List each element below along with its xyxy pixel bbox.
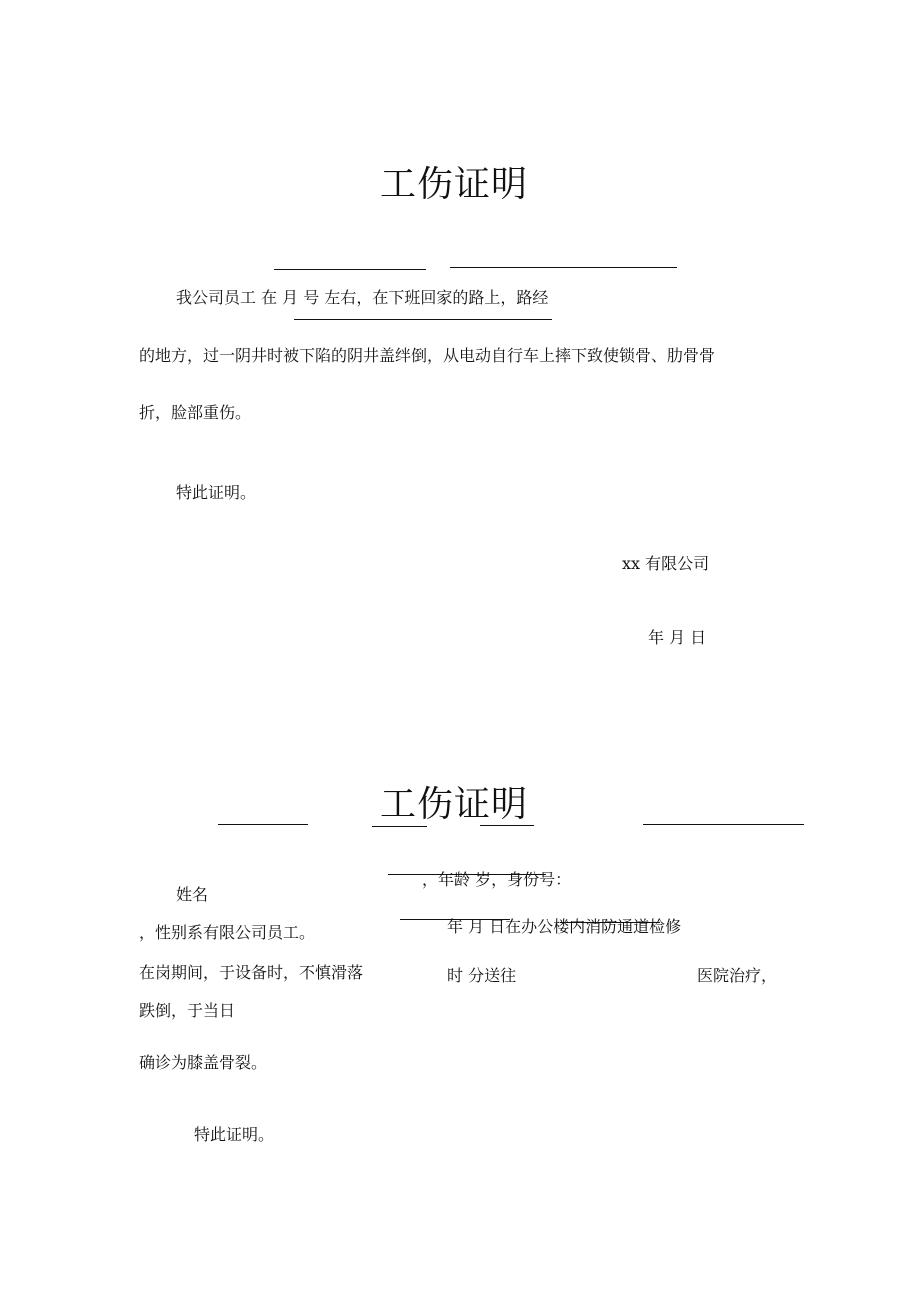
cert2-name-label: 姓名 — [176, 885, 209, 904]
cert1-closing: 特此证明。 — [176, 483, 257, 502]
cert1-date: 年 月 日 — [648, 628, 707, 647]
cert1-title: 工伤证明 — [380, 164, 529, 205]
cert2-hospital: 医院治疗， — [697, 966, 778, 985]
strike-line-location — [560, 922, 660, 923]
blank-line-2 — [372, 826, 427, 827]
cert1-company: xx 有限公司 — [622, 554, 710, 573]
blank-line-name — [274, 269, 426, 270]
cert2-diagnosis: 确诊为膝盖骨裂。 — [139, 1053, 268, 1072]
cert2-time-sent: 时 分送往 — [447, 966, 517, 985]
cert1-paragraph-line1: 我公司员工 在 月 号 左右，在下班回家的路上，路经 — [176, 288, 549, 307]
blank-line-date — [450, 267, 677, 268]
blank-line-1 — [218, 824, 308, 825]
strike-line-year — [400, 919, 510, 920]
cert2-duty: 在岗期间，于设备时，不慎滑落 — [139, 963, 364, 982]
cert1-paragraph-line3: 折，脸部重伤。 — [139, 403, 252, 422]
strike-line-age — [388, 874, 546, 875]
cert2-closing: 特此证明。 — [194, 1125, 275, 1144]
cert2-date-location: 年 月 日在办公楼内消防通道检修 — [447, 917, 682, 936]
blank-line-3 — [480, 825, 534, 826]
cert2-fall: 跌倒，于当日 — [139, 1001, 236, 1020]
cert2-title: 工伤证明 — [380, 784, 529, 825]
blank-line-location — [294, 319, 552, 320]
cert2-gender-company: ，性别系有限公司员工。 — [139, 923, 316, 942]
cert1-paragraph-line2: 的地方，过一阴井时被下陷的阴井盖绊倒，从电动自行车上摔下致使锁骨、肋骨骨 — [139, 346, 716, 365]
blank-line-4 — [643, 824, 804, 825]
cert2-age-id: ，年龄 岁，身份号： — [422, 870, 572, 889]
